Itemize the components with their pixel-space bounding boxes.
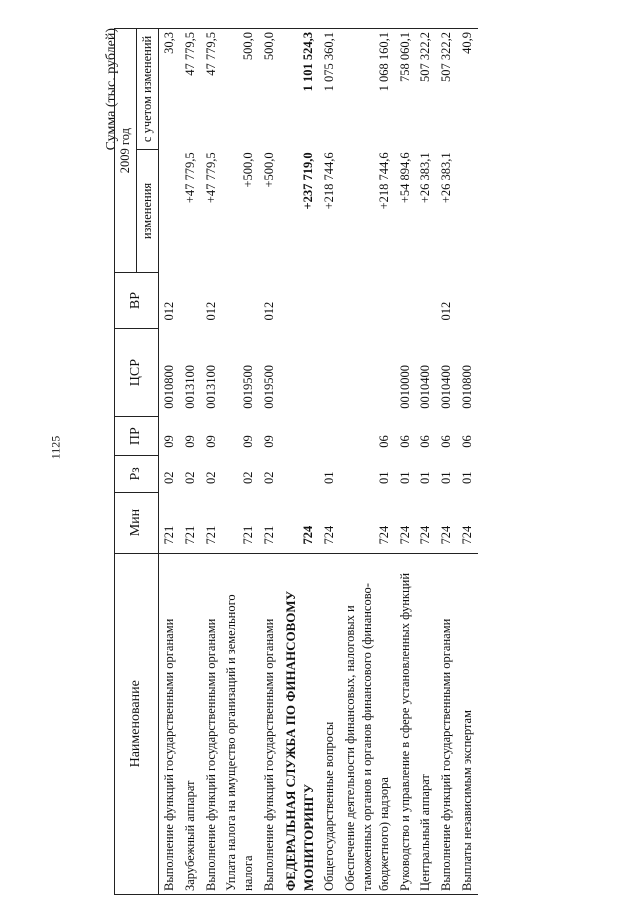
units-caption: Сумма (тыс. рублей) — [104, 28, 119, 151]
header-csr: ЦСР — [115, 328, 159, 416]
row-pr — [280, 417, 319, 456]
row-name: Зарубежный аппарат — [180, 553, 201, 894]
row-pr: 09 — [182, 435, 197, 448]
row-rz: 01 — [439, 471, 454, 485]
row-name: Выплаты независимым экспертам — [457, 553, 478, 894]
header-pr: ПР — [115, 417, 159, 456]
row-pr: 06 — [460, 435, 475, 448]
row-name: ФЕДЕРАЛЬНАЯ СЛУЖБА ПО ФИНАНСОВОМУ МОНИТОРИНГУ — [280, 553, 319, 894]
row-changes: +237 719,0 — [301, 152, 316, 210]
row-vr: 012 — [262, 301, 277, 321]
row-pr: 09 — [241, 435, 256, 448]
row-pr: 09 — [203, 435, 218, 448]
row-name: Выполнение функций государственными органами — [436, 553, 457, 894]
row-min: 724 — [418, 525, 433, 545]
row-vr — [415, 273, 436, 329]
row-vr: 012 — [161, 301, 176, 321]
table-row — [319, 29, 340, 895]
row-min: 721 — [203, 525, 218, 545]
row-rz: 02 — [161, 471, 176, 485]
row-vr — [457, 273, 478, 329]
header-year: 2009 год — [115, 29, 137, 273]
row-changes: +47 779,5 — [203, 152, 218, 204]
row-total: 758 060,1 — [395, 29, 416, 150]
row-min: 724 — [460, 525, 475, 545]
table-row — [201, 29, 222, 895]
row-total: 500,0 — [259, 29, 280, 150]
row-changes — [457, 149, 478, 272]
row-name: Выполнение функций государственными органами — [158, 553, 179, 894]
table-body — [158, 29, 478, 895]
row-vr — [319, 273, 340, 329]
row-min: 724 — [322, 525, 337, 545]
row-csr: 0019500 — [262, 365, 277, 409]
row-changes: +47 779,5 — [182, 152, 197, 204]
row-vr — [280, 273, 319, 329]
row-rz — [280, 456, 319, 492]
row-total: 1 075 360,1 — [319, 29, 340, 150]
row-name: Руководство и управление в сфере установленных функций — [395, 553, 416, 894]
row-total: 30,3 — [158, 29, 179, 150]
row-min: 721 — [262, 525, 277, 545]
row-total: 1 101 524,3 — [280, 29, 319, 150]
row-rz: 01 — [322, 471, 337, 485]
row-changes: +500,0 — [262, 152, 277, 188]
row-changes: +218 744,6 — [376, 152, 391, 210]
table-row — [395, 29, 416, 895]
row-total: 47 779,5 — [201, 29, 222, 150]
row-pr: 09 — [262, 435, 277, 448]
row-csr: 0010000 — [397, 365, 412, 409]
row-total: 40,9 — [457, 29, 478, 150]
row-vr — [395, 273, 416, 329]
row-name: Выполнение функций государственными органами — [259, 553, 280, 894]
row-rz: 01 — [418, 471, 433, 485]
table-row — [340, 29, 395, 895]
row-changes: +218 744,6 — [322, 152, 337, 210]
row-name: Уплата налога на имущество организаций и земельного налога — [221, 553, 259, 894]
table-row — [457, 29, 478, 895]
table-row — [259, 29, 280, 895]
row-name: Общегосударственные вопросы — [319, 553, 340, 894]
row-changes: +54 894,6 — [397, 152, 412, 204]
header-changes: изменения — [136, 149, 158, 272]
row-rz: 02 — [241, 471, 256, 485]
row-rz: 02 — [203, 471, 218, 485]
row-pr: 06 — [397, 435, 412, 448]
page-number: 1125 — [48, 435, 63, 460]
row-min: 721 — [241, 525, 256, 545]
row-csr: 0013100 — [203, 365, 218, 409]
row-csr — [340, 328, 395, 416]
row-rz: 01 — [460, 471, 475, 485]
table-row — [180, 29, 201, 895]
budget-table — [114, 28, 478, 895]
row-vr: 012 — [203, 301, 218, 321]
row-changes: +500,0 — [241, 152, 256, 188]
row-min: 724 — [376, 525, 391, 545]
row-pr: 06 — [376, 435, 391, 448]
row-total: 500,0 — [221, 29, 259, 150]
rotated-page-content — [92, 0, 612, 900]
table-row — [221, 29, 259, 895]
row-min: 721 — [182, 525, 197, 545]
row-pr: 06 — [439, 435, 454, 448]
row-csr: 0013100 — [182, 365, 197, 409]
row-rz: 01 — [376, 471, 391, 485]
row-total: 507 322,2 — [415, 29, 436, 150]
row-name: Центральный аппарат — [415, 553, 436, 894]
row-name: Обеспечение деятельности финансовых, налоговых и таможенных органов и органов финансового (финансово-бюджетного) надзора — [340, 553, 395, 894]
header-vr: ВР — [115, 273, 159, 329]
row-total: 47 779,5 — [180, 29, 201, 150]
row-rz: 01 — [397, 471, 412, 485]
row-min: 724 — [301, 525, 316, 545]
header-rz: Рз — [115, 456, 159, 492]
row-min: 724 — [397, 525, 412, 545]
row-vr — [180, 273, 201, 329]
row-changes — [158, 149, 179, 272]
row-csr — [319, 328, 340, 416]
row-total: 1 068 160,1 — [340, 29, 395, 150]
header-with-changes: с учетом изменений — [136, 29, 158, 150]
header-min: Мин — [115, 492, 159, 553]
row-vr — [340, 273, 395, 329]
row-csr: 0010800 — [460, 365, 475, 409]
row-total: 507 322,2 — [436, 29, 457, 150]
table-row — [158, 29, 179, 895]
row-csr: 0010400 — [418, 365, 433, 409]
table-row — [415, 29, 436, 895]
row-pr: 09 — [161, 435, 176, 448]
row-changes: +26 383,1 — [439, 152, 454, 204]
row-csr — [280, 328, 319, 416]
table-header — [115, 29, 159, 895]
table-row — [280, 29, 319, 895]
row-csr: 0019500 — [241, 365, 256, 409]
row-csr: 0010400 — [439, 365, 454, 409]
header-name: Наименование — [115, 553, 159, 894]
row-name: Выполнение функций государственными органами — [201, 553, 222, 894]
row-rz: 02 — [262, 471, 277, 485]
row-pr — [319, 417, 340, 456]
row-csr: 0010800 — [161, 365, 176, 409]
row-vr: 012 — [439, 301, 454, 321]
row-rz: 02 — [182, 471, 197, 485]
row-pr: 06 — [418, 435, 433, 448]
row-min: 721 — [161, 525, 176, 545]
table-row — [436, 29, 457, 895]
row-changes: +26 383,1 — [418, 152, 433, 204]
row-min: 724 — [439, 525, 454, 545]
row-vr — [221, 273, 259, 329]
